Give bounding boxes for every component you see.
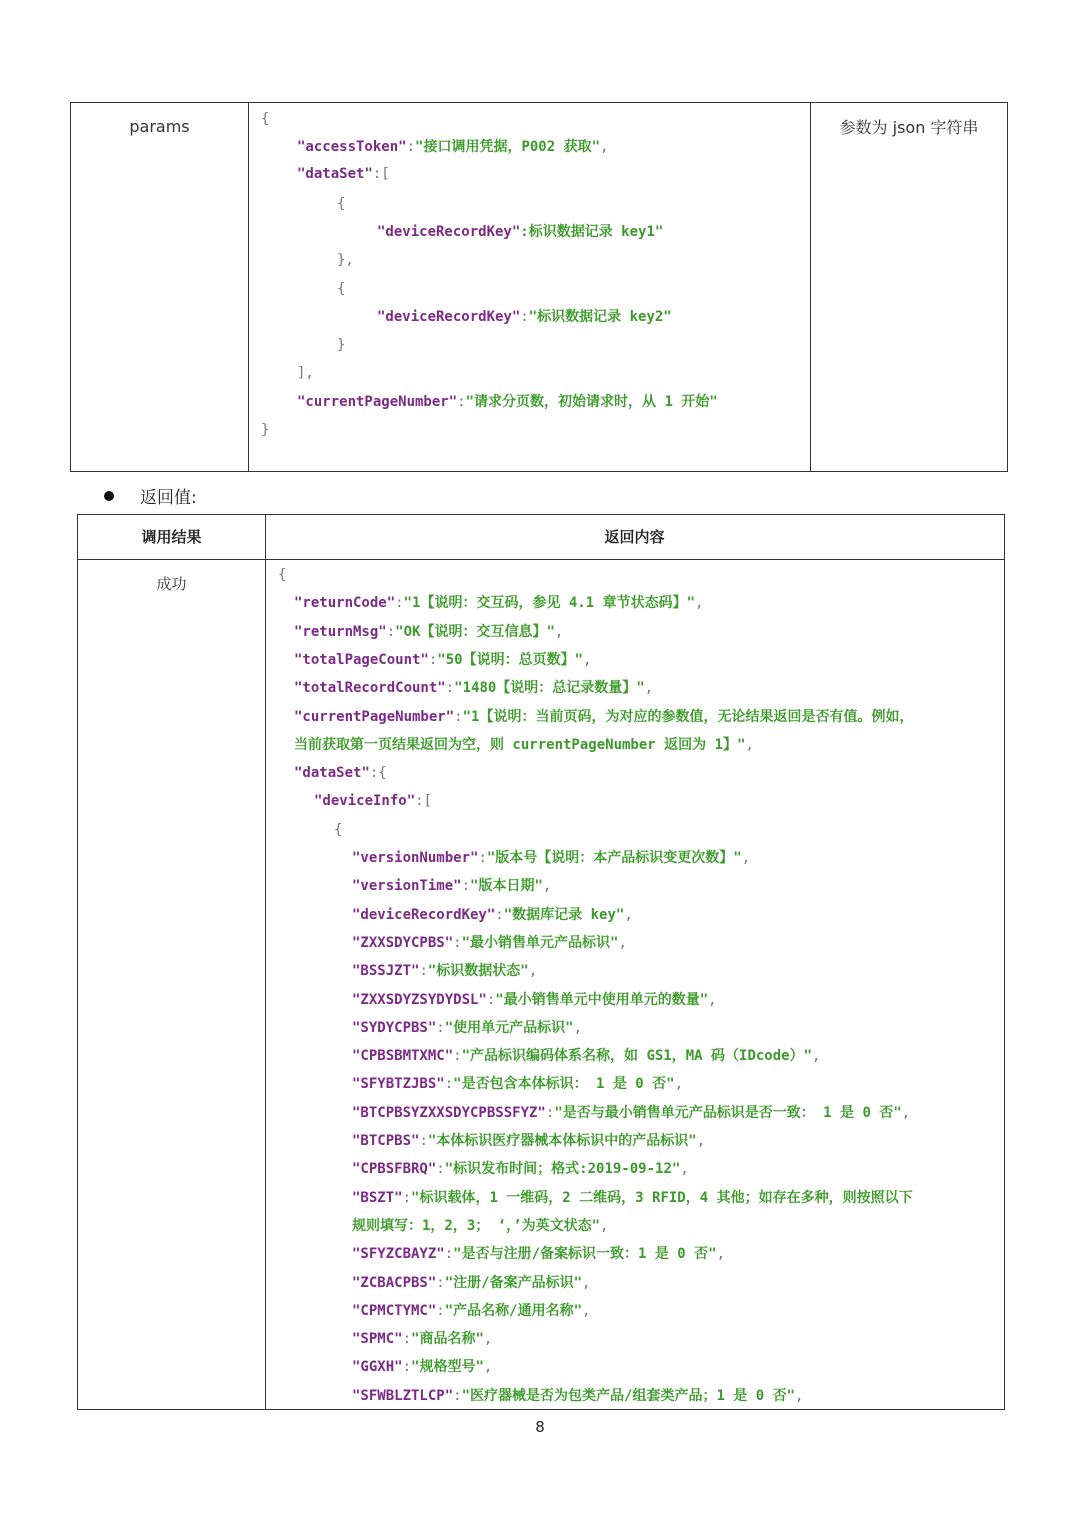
code-line — [352, 1301, 590, 1321]
code-value: "本体标识医疗器械本体标识中的产品标识" — [427, 1133, 697, 1149]
code-line — [337, 194, 345, 214]
code-line — [278, 565, 286, 585]
code-punct: : — [436, 1161, 445, 1177]
bullet-icon — [104, 491, 114, 501]
code-line — [352, 1018, 582, 1038]
code-punct: : — [520, 309, 529, 325]
code-line — [352, 933, 627, 953]
code-line — [377, 307, 672, 327]
code-punct: : — [419, 1133, 428, 1149]
code-key: "accessToken" — [297, 139, 407, 155]
code-punct: : — [402, 1190, 412, 1206]
code-line — [294, 678, 653, 698]
code-punct: : — [486, 992, 496, 1008]
code-punct: , — [624, 907, 633, 923]
code-key: "currentPageNumber" — [294, 709, 455, 725]
code-key: "totalPageCount" — [294, 652, 429, 668]
code-line — [352, 1357, 492, 1377]
code-key: "deviceRecordKey" — [377, 309, 521, 325]
code-punct: , — [542, 878, 552, 894]
result-success: 成功 — [156, 575, 187, 593]
code-punct: : — [444, 1076, 454, 1092]
code-punct: , — [600, 139, 609, 155]
return-table — [77, 514, 1005, 1410]
code-line — [352, 1046, 820, 1066]
code-punct: : — [402, 1331, 412, 1347]
code-punct: , — [716, 1246, 726, 1262]
code-punct: : — [445, 680, 455, 696]
code-punct: , — [696, 1133, 706, 1149]
code-punct: : — [453, 935, 462, 951]
code-key: "returnCode" — [294, 595, 396, 611]
code-key: "versionTime" — [352, 878, 462, 894]
code-value: "接口调用凭据，P002 获取" — [415, 139, 601, 155]
code-punct: , — [573, 1020, 583, 1036]
code-line — [337, 335, 345, 355]
code-key: "BTCPBS" — [352, 1133, 420, 1149]
header-result: 调用结果 — [141, 528, 202, 546]
code-punct: :[ — [415, 793, 433, 809]
code-line — [294, 650, 591, 670]
code-key: "CPBSFBRQ" — [352, 1161, 437, 1177]
code-value: "1480【说明：总记录数量】" — [454, 680, 645, 696]
code-punct: :[ — [372, 166, 390, 182]
code-line — [352, 1103, 910, 1123]
code-punct: , — [528, 963, 538, 979]
code-value: "规格型号" — [411, 1359, 484, 1375]
code-value: "产品标识编码体系名称，如 GS1，MA 码（IDcode）" — [461, 1048, 813, 1064]
code-punct: : — [402, 1359, 412, 1375]
code-punct: , — [582, 1275, 591, 1291]
code-value: "是否与注册/备案标识一致：1 是 0 否" — [453, 1246, 717, 1262]
code-punct: { — [261, 111, 270, 127]
code-key: "ZXXSDYZSYDYDSL" — [352, 992, 487, 1008]
code-value: "是否与最小销售单元产品标识是否一致： 1 是 0 否" — [554, 1105, 902, 1121]
code-punct: , — [674, 1076, 684, 1092]
code-line — [352, 1216, 608, 1236]
code-line — [334, 820, 342, 840]
code-punct: , — [554, 624, 564, 640]
code-punct: : — [406, 139, 416, 155]
code-key: "dataSet" — [294, 765, 370, 781]
code-punct: : — [386, 624, 396, 640]
code-line — [294, 763, 387, 783]
code-punct: , — [901, 1105, 911, 1121]
code-punct: : — [444, 1246, 454, 1262]
code-key: "GGXH" — [352, 1359, 403, 1375]
code-value: "标识数据记录 key2" — [528, 309, 672, 325]
code-key: "CPBSBMTXMC" — [352, 1048, 454, 1064]
code-punct: , — [644, 680, 654, 696]
code-punct: : — [436, 1303, 445, 1319]
code-line — [352, 1244, 725, 1264]
code-key: "BTCPBSYZXXSDYCPBSSFYZ" — [352, 1105, 546, 1121]
code-key: "deviceRecordKey" — [377, 224, 521, 240]
code-value: "医疗器械是否为包类产品/组套类产品；1 是 0 否" — [461, 1388, 796, 1404]
code-punct: , — [483, 1359, 493, 1375]
params-code-block — [249, 103, 811, 471]
code-line — [352, 1131, 705, 1151]
code-key: "deviceInfo" — [314, 793, 416, 809]
code-punct: { — [337, 281, 346, 297]
code-value: "标识发布时间；格式:2019-09-12" — [444, 1161, 681, 1177]
return-value-label: 返回值: — [140, 488, 197, 508]
code-key: "returnMsg" — [294, 624, 387, 640]
return-value-heading — [104, 483, 197, 508]
code-line — [294, 707, 913, 727]
code-key: "BSSJZT" — [352, 963, 420, 979]
code-line — [352, 1329, 492, 1349]
code-punct: , — [695, 595, 704, 611]
code-punct: , — [582, 1303, 591, 1319]
code-line — [294, 622, 563, 642]
code-punct: , — [680, 1161, 689, 1177]
code-key: "deviceRecordKey" — [352, 907, 496, 923]
code-key: "SPMC" — [352, 1331, 403, 1347]
code-key: "CPMCTYMC" — [352, 1303, 437, 1319]
code-punct: : — [478, 850, 487, 866]
code-punct: , — [583, 652, 592, 668]
code-key: "versionNumber" — [352, 850, 479, 866]
code-key: "SYDYCPBS" — [352, 1020, 437, 1036]
code-punct: : — [545, 1105, 555, 1121]
code-punct: , — [741, 850, 751, 866]
param-note: 参数为 json 字符串 — [839, 118, 979, 137]
return-table-header — [78, 515, 1004, 560]
code-punct: } — [261, 422, 270, 438]
code-line — [352, 1159, 689, 1179]
code-punct: }, — [337, 252, 354, 268]
code-punct: } — [337, 337, 346, 353]
code-key: "ZXXSDYCPBS" — [352, 935, 454, 951]
code-punct: : — [461, 878, 471, 894]
code-line — [352, 1386, 803, 1406]
code-line — [314, 791, 432, 811]
code-value: "标识载体，1 一维码，2 二维码，3 RFID，4 其他；如存在多种，则按照以下 — [411, 1190, 913, 1206]
code-key: "SFYBTZJBS" — [352, 1076, 445, 1092]
code-line — [297, 363, 314, 383]
code-value: "版本日期" — [470, 878, 543, 894]
code-key: "dataSet" — [297, 166, 373, 182]
code-punct: : — [436, 1020, 445, 1036]
code-value: "1【说明：当前页码，为对应的参数值，无论结果返回是否有值。例如， — [462, 709, 914, 725]
code-value: 当前获取第一页结果返回为空，则 currentPageNumber 返回为 1】" — [294, 737, 746, 753]
code-key: "BSZT" — [352, 1190, 403, 1206]
code-key: "totalRecordCount" — [294, 680, 446, 696]
param-name-cell — [71, 103, 249, 471]
code-punct: : — [495, 907, 504, 923]
code-line — [261, 109, 269, 129]
code-line — [352, 876, 551, 896]
code-line — [297, 137, 608, 157]
code-punct: , — [600, 1218, 609, 1234]
code-line — [337, 279, 345, 299]
code-key: "SFWBLZTLCP" — [352, 1388, 454, 1404]
code-punct: : — [436, 1275, 445, 1291]
code-line — [297, 392, 718, 412]
code-line — [352, 905, 633, 925]
code-punct: : — [454, 709, 463, 725]
code-punct: , — [618, 935, 627, 951]
code-line — [352, 848, 750, 868]
code-punct: , — [795, 1388, 804, 1404]
code-value: "商品名称" — [411, 1331, 484, 1347]
code-punct: , — [483, 1331, 493, 1347]
code-line — [297, 164, 390, 184]
param-note-cell — [811, 103, 1007, 471]
code-punct: : — [453, 1388, 462, 1404]
code-value: :标识数据记录 key1" — [520, 224, 664, 240]
code-line — [294, 735, 754, 755]
code-line — [352, 961, 537, 981]
code-line — [352, 1074, 683, 1094]
code-value: "产品名称/通用名称" — [444, 1303, 583, 1319]
code-value: "数据库记录 key" — [503, 907, 625, 923]
code-value: "版本号【说明：本产品标识变更次数】" — [486, 850, 742, 866]
code-value: "请求分页数，初始请求时，从 1 开始" — [465, 394, 718, 410]
code-value: "OK【说明：交互信息】" — [395, 624, 555, 640]
code-punct: , — [812, 1048, 821, 1064]
code-value: "标识数据状态" — [427, 963, 529, 979]
code-line — [377, 222, 663, 242]
code-value: "最小销售单元中使用单元的数量" — [495, 992, 709, 1008]
code-value: "最小销售单元产品标识" — [461, 935, 619, 951]
page-number: 8 — [535, 1418, 545, 1436]
code-key: "ZCBACPBS" — [352, 1275, 437, 1291]
code-value: 规则填写：1，2，3； ‘，’为英文状态" — [352, 1218, 601, 1234]
code-punct: : — [457, 394, 466, 410]
code-punct: ], — [297, 365, 314, 381]
code-line — [352, 1188, 913, 1208]
code-punct: { — [337, 196, 346, 212]
header-content: 返回内容 — [604, 528, 665, 546]
code-value: "是否包含本体标识： 1 是 0 否" — [453, 1076, 675, 1092]
code-value: "注册/备案产品标识" — [444, 1275, 583, 1291]
code-punct: , — [708, 992, 717, 1008]
code-punct: : — [419, 963, 428, 979]
code-value: "使用单元产品标识" — [444, 1020, 574, 1036]
return-code-block — [266, 560, 1004, 1409]
params-table — [70, 102, 1008, 472]
code-punct: { — [334, 822, 343, 838]
code-value: "50【说明：总页数】" — [437, 652, 584, 668]
code-punct: : — [428, 652, 438, 668]
code-line — [352, 1273, 590, 1293]
param-name: params — [129, 117, 190, 136]
code-line — [337, 250, 354, 270]
code-punct: { — [278, 567, 287, 583]
code-value: "1【说明：交互码，参见 4.1 章节状态码】" — [403, 595, 696, 611]
code-punct: : — [453, 1048, 462, 1064]
code-punct: , — [745, 737, 754, 753]
code-key: "currentPageNumber" — [297, 394, 458, 410]
code-line — [294, 593, 703, 613]
code-line — [261, 420, 269, 440]
code-punct: : — [395, 595, 404, 611]
code-line — [352, 990, 717, 1010]
code-punct: :{ — [369, 765, 387, 781]
code-key: "SFYZCBAYZ" — [352, 1246, 445, 1262]
